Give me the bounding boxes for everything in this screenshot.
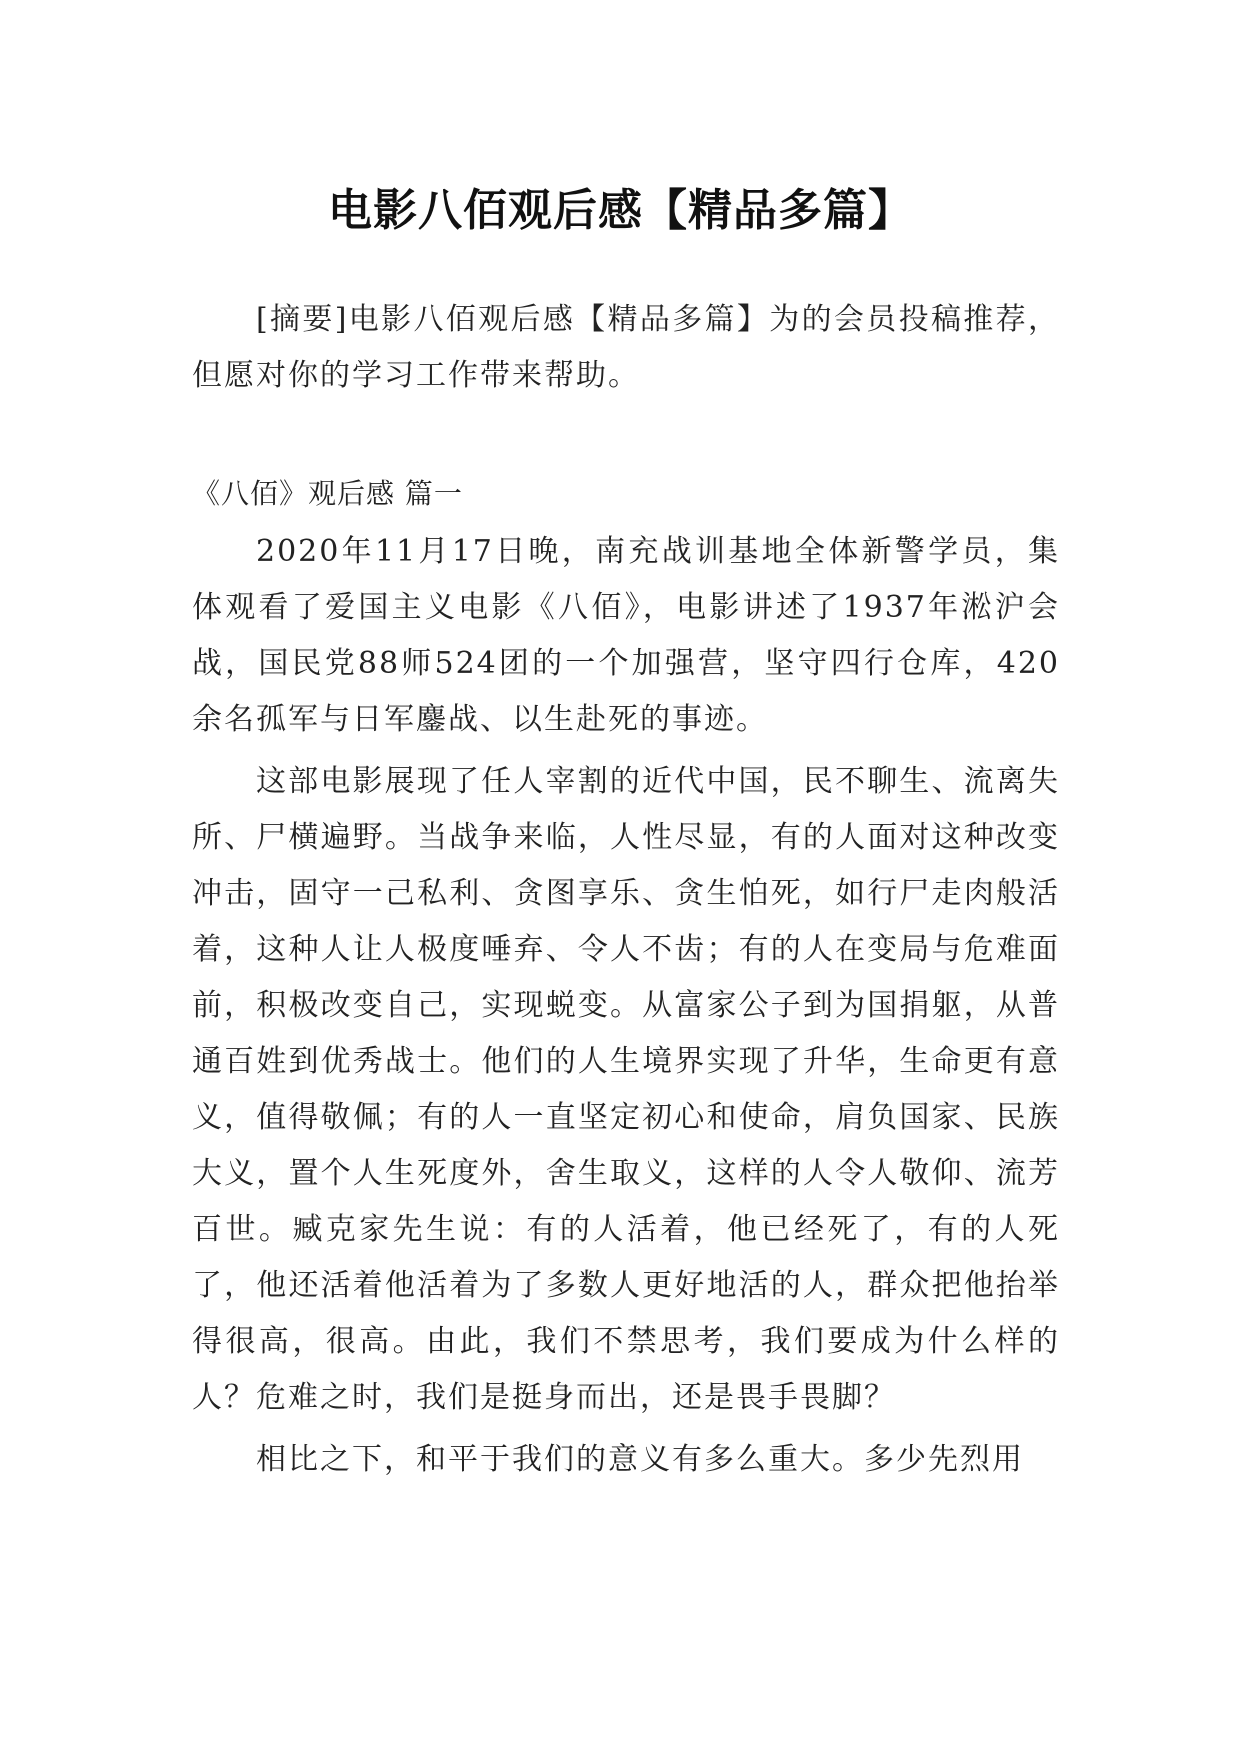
abstract-block <box>192 292 1060 404</box>
abstract-paragraph: [摘要]电影八佰观后感【精品多篇】为的会员投稿推荐，但愿对你的学习工作带来帮助。 <box>192 302 1060 393</box>
paragraph-2: 这部电影展现了任人宰割的近代中国，民不聊生、流离失所、尸横遍野。当战争来临，人性尽显，有的人面对这种改变冲击，固守一己私利、贪图享乐、贪生怕死，如行尸走肉般活着，这种人让人极度唾弃、令人不齿；有的人在变局与危难面前，积极改变自己，实现蜕变。从富家公子到为国捐躯，从普通百姓到优秀战士。他们的人生境界实现了升华，生命更有意义，值得敬佩；有的人一直坚定初心和使命，肩负国家、民族大义，置个人生死度外，舍生取义，这样的人令人敬仰、流芳百世。臧克家先生说：有的人活着，他已经死了，有的人死了，他还活着他活着为了多数人更好地活的人，群众把他抬举得很高，很高。由此，我们不禁思考，我们要成为什么样的人？危难之时，我们是挺身而出，还是畏手畏脚？ <box>192 764 1060 1415</box>
paragraph-1: 2020年11月17日晚，南充战训基地全体新警学员，集体观看了爱国主义电影《八佰》，电影讲述了1937年淞沪会战，国民党88师524团的一个加强营，坚守四行仓库，420余名孤军与日军鏖战、以生赴死的事迹。 <box>192 534 1060 737</box>
article-content <box>192 466 1060 1494</box>
section-heading: 《八佰》观后感 篇一 <box>192 477 463 510</box>
document-title: 电影八佰观后感【精品多篇】 <box>328 185 913 237</box>
paragraph-3: 相比之下，和平于我们的意义有多么重大。多少先烈用 <box>256 1442 1024 1477</box>
